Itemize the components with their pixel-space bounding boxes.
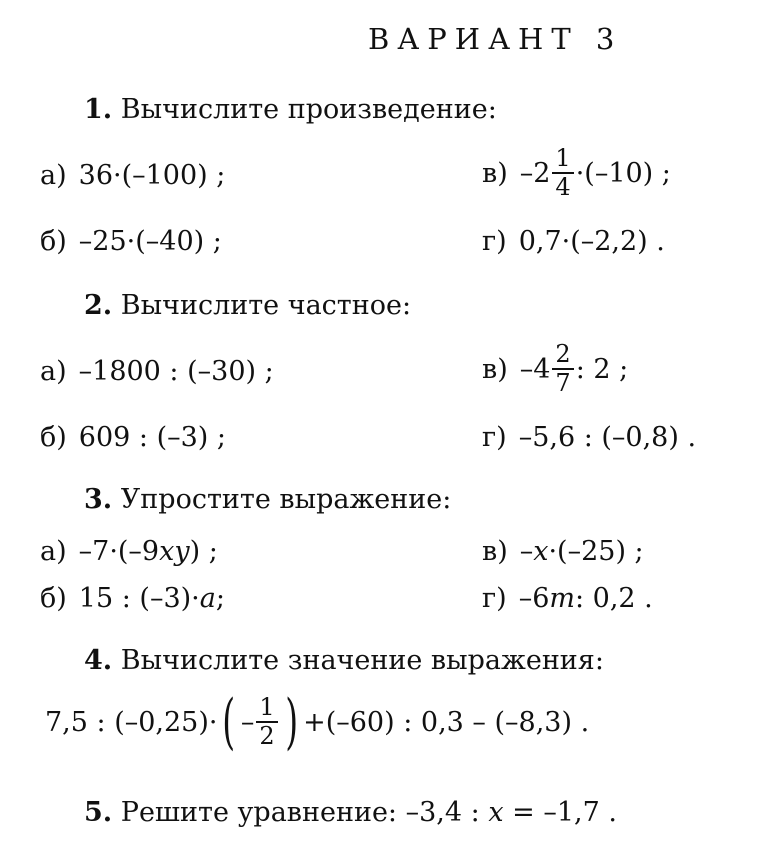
right-paren-glyph: ) <box>284 687 298 757</box>
fraction-sign: – <box>240 706 255 738</box>
task-2-item-b <box>40 422 226 453</box>
task-4-expression <box>45 687 590 757</box>
equation-head: –3,4 : <box>405 797 489 828</box>
task-3-item-g <box>482 583 653 614</box>
item-expression: 36·(–100) ; <box>78 160 226 191</box>
task-3-number: 3. <box>84 484 113 515</box>
item-label: а) <box>40 536 67 567</box>
task-2-item-a <box>40 356 274 387</box>
item-label: в) <box>482 536 508 567</box>
task-2-item-g <box>482 422 696 453</box>
task-3-text: Упростите выражение: <box>120 484 452 515</box>
task-4-heading <box>84 645 604 676</box>
item-label: а) <box>40 356 67 387</box>
left-paren-glyph: ( <box>222 687 236 757</box>
fraction-denominator: 4 <box>555 173 571 202</box>
item-variable: m <box>549 583 575 614</box>
item-expression: –25·(–40) ; <box>78 226 222 257</box>
item-expression-head: –6 <box>518 583 550 614</box>
item-label: г) <box>482 226 507 257</box>
item-expression-tail: : 2 ; <box>575 353 629 385</box>
item-label: б) <box>40 226 67 257</box>
item-expression: –5,6 : (–0,8) . <box>518 422 697 453</box>
expression-tail: +(–60) : 0,3 – (–8,3) . <box>303 706 590 738</box>
task-5-text: Решите уравнение: <box>120 797 398 828</box>
item-expression: 609 : (–3) ; <box>78 422 227 453</box>
item-expression-head: 15 : (–3)· <box>78 583 200 614</box>
fraction-numerator: 1 <box>552 146 573 174</box>
task-1-item-a <box>40 160 225 191</box>
fraction <box>552 342 573 396</box>
task-1-text: Вычислите произведение: <box>120 94 497 125</box>
fraction-numerator: 1 <box>256 695 277 723</box>
item-expression-tail: ·(–25) ; <box>548 536 644 567</box>
item-label: в) <box>482 157 508 189</box>
mixed-number-whole: –4 <box>519 353 551 385</box>
task-2-number: 2. <box>84 290 113 321</box>
task-1-item-v <box>482 146 671 200</box>
task-4-number: 4. <box>84 645 113 676</box>
equation-tail: = –1,7 . <box>503 797 617 828</box>
item-expression: –1800 : (–30) ; <box>78 356 274 387</box>
item-expression-head: –7·(–9 <box>78 536 160 567</box>
item-expression: 0,7·(–2,2) . <box>518 226 665 257</box>
task-3-item-b <box>40 583 225 614</box>
fraction-denominator: 2 <box>259 722 275 750</box>
item-expression-tail: ·(–10) ; <box>575 157 671 189</box>
task-3-item-v <box>482 536 644 567</box>
task-2-text: Вычислите частное: <box>120 290 412 321</box>
fraction-denominator: 7 <box>555 369 571 398</box>
task-3-item-a <box>40 536 218 567</box>
task-2-item-v <box>482 342 628 396</box>
task-1-heading <box>84 94 497 125</box>
item-variable: a <box>199 583 216 614</box>
item-label: г) <box>482 583 507 614</box>
mixed-number-whole: –2 <box>519 157 551 189</box>
task-5-number: 5. <box>84 797 113 828</box>
item-expression-tail: ; <box>215 583 225 614</box>
item-expression-tail: : 0,2 . <box>574 583 653 614</box>
task-1-item-b <box>40 226 222 257</box>
item-label: б) <box>40 583 67 614</box>
task-5-line <box>84 797 617 828</box>
item-label: а) <box>40 160 67 191</box>
item-expression-head: – <box>519 536 534 567</box>
variant-title: ВАРИАНТ 3 <box>368 22 623 56</box>
item-expression-tail: ) ; <box>189 536 218 567</box>
task-3-heading <box>84 484 451 515</box>
task-1-number: 1. <box>84 94 113 125</box>
equation-variable: x <box>488 797 504 828</box>
item-label: г) <box>482 422 507 453</box>
fraction <box>552 146 573 200</box>
task-2-heading <box>84 290 411 321</box>
item-label: в) <box>482 353 508 385</box>
item-variable: xy <box>159 536 190 567</box>
task-4-text: Вычислите значение выражения: <box>120 645 604 676</box>
fraction-numerator: 2 <box>552 342 573 370</box>
fraction <box>256 692 277 750</box>
item-label: б) <box>40 422 67 453</box>
item-variable: x <box>533 536 549 567</box>
task-1-item-g <box>482 226 665 257</box>
expression-head: 7,5 : (–0,25)· <box>45 706 218 738</box>
